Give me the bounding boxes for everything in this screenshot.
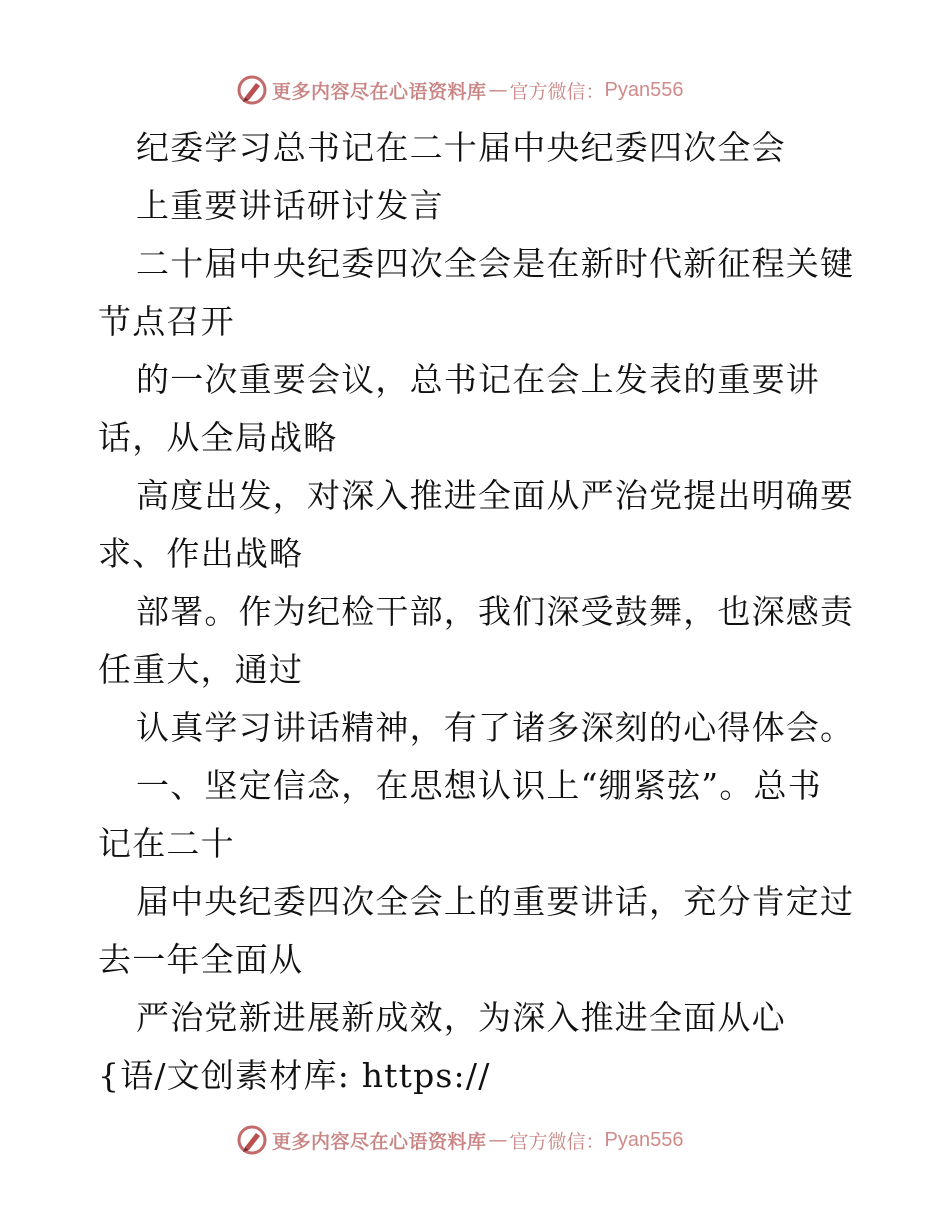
doc-paragraph-line: 去一年全面从 <box>98 940 304 979</box>
doc-paragraph-line: 求、作出战略 <box>98 534 304 573</box>
doc-paragraph-line: 届中央纪委四次全会上的重要讲话，充分肯定过 <box>136 882 855 921</box>
pen-logo-icon <box>236 1124 268 1156</box>
banner-text: 更多内容尽在心语资料库 <box>272 80 487 103</box>
banner-wechat-id: Pyan556 <box>604 1128 684 1151</box>
doc-title-line: 纪委学习总书记在二十届中央纪委四次全会 <box>136 128 786 167</box>
pen-logo-icon <box>236 74 268 106</box>
footer-banner <box>0 1120 950 1160</box>
doc-paragraph-line: 认真学习讲话精神，有了诸多深刻的心得体会。 <box>136 708 855 747</box>
header-banner <box>0 70 950 110</box>
banner-separator: — <box>488 79 508 101</box>
doc-paragraph-line: 部署。作为纪检干部，我们深受鼓舞，也深感责 <box>136 592 855 631</box>
banner-wechat-id: Pyan556 <box>604 78 684 101</box>
doc-paragraph-line: 记在二十 <box>98 824 235 863</box>
doc-paragraph-line: 任重大，通过 <box>98 650 304 689</box>
doc-paragraph-line: {语/文创素材库: https:// <box>98 1056 491 1095</box>
banner-text: 更多内容尽在心语资料库 <box>272 1130 487 1153</box>
doc-paragraph-line: 的一次重要会议，总书记在会上发表的重要讲 <box>136 360 820 399</box>
banner-label: 官方微信： <box>509 1130 605 1153</box>
doc-paragraph-line: 节点召开 <box>98 302 235 341</box>
banner-separator: — <box>488 1129 508 1151</box>
doc-paragraph-line: 高度出发，对深入推进全面从严治党提出明确要 <box>136 476 855 515</box>
doc-title-line: 上重要讲话研讨发言 <box>136 186 444 225</box>
doc-paragraph-line: 话，从全局战略 <box>98 418 338 457</box>
banner-label: 官方微信： <box>509 80 605 103</box>
doc-paragraph-line: 一、坚定信念，在思想认识上“绷紧弦”。总书 <box>136 766 822 805</box>
doc-paragraph-line: 严治党新进展新成效，为深入推进全面从心 <box>136 998 786 1037</box>
doc-paragraph-line: 二十届中央纪委四次全会是在新时代新征程关键 <box>136 244 855 283</box>
